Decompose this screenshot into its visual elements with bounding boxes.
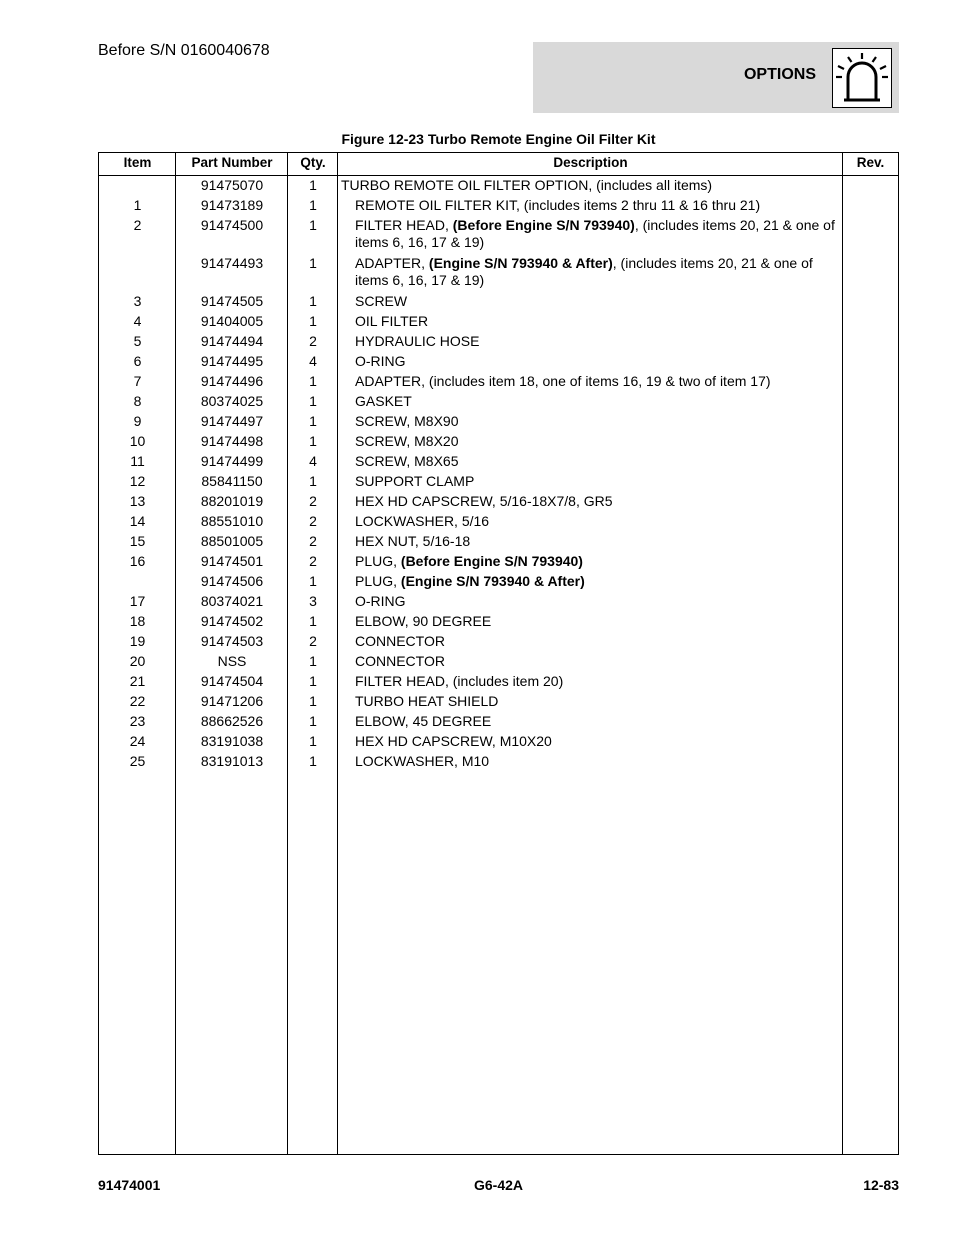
item-number: 20 (129, 653, 146, 669)
quantity: 1 (309, 693, 317, 709)
description-text: TURBO HEAT SHIELD (355, 693, 499, 709)
description (355, 713, 839, 730)
section-tab (533, 42, 899, 113)
column-divider (842, 153, 843, 1154)
item-number: 21 (129, 673, 146, 689)
quantity: 2 (309, 493, 317, 509)
part-number: 88501005 (200, 533, 264, 549)
item-number: 19 (129, 633, 146, 649)
quantity: 1 (309, 413, 317, 429)
quantity: 2 (309, 333, 317, 349)
part-number: 91474500 (200, 217, 264, 233)
quantity: 4 (309, 353, 317, 369)
description (355, 333, 839, 350)
part-number: 91474503 (200, 633, 264, 649)
item-number: 6 (133, 353, 142, 369)
description-text: SCREW, M8X65 (355, 453, 459, 469)
item-number: 23 (129, 713, 146, 729)
part-number: 91404005 (200, 313, 264, 329)
description (355, 255, 839, 289)
description (355, 453, 839, 470)
description (355, 753, 839, 770)
quantity: 1 (309, 673, 317, 689)
item-number: 10 (129, 433, 146, 449)
quantity: 1 (309, 733, 317, 749)
description (355, 373, 839, 390)
part-number: 91474499 (200, 453, 264, 469)
description (355, 533, 839, 550)
description (355, 293, 839, 310)
part-number: 91474493 (200, 255, 264, 271)
parts-table (98, 152, 899, 1155)
description-serial-note: (Before Engine S/N 793940) (400, 553, 583, 569)
part-number: 80374021 (200, 593, 264, 609)
footer-model: G6-42A (473, 1177, 524, 1193)
description-text: TURBO REMOTE OIL FILTER OPTION, (includes all items) (341, 177, 713, 193)
quantity: 1 (309, 293, 317, 309)
description-text: FILTER HEAD, (355, 217, 453, 233)
quantity: 1 (309, 313, 317, 329)
item-number: 24 (129, 733, 146, 749)
description-text: HYDRAULIC HOSE (355, 333, 480, 349)
quantity: 2 (309, 633, 317, 649)
description-serial-note: (Engine S/N 793940 & After) (400, 573, 585, 589)
description (355, 313, 839, 330)
quantity: 2 (309, 513, 317, 529)
part-number: 88201019 (200, 493, 264, 509)
description-text: ADAPTER, (355, 255, 429, 271)
quantity: 1 (309, 197, 317, 213)
item-number: 2 (133, 217, 142, 233)
description (355, 613, 839, 630)
item-number: 11 (130, 453, 145, 469)
part-number: 91474494 (200, 333, 264, 349)
column-header-item: Item (123, 155, 152, 170)
item-number: 22 (129, 693, 146, 709)
description-text: HEX NUT, 5/16-18 (355, 533, 471, 549)
part-number: NSS (217, 653, 247, 669)
description (355, 513, 839, 530)
footer-page-number: 12-83 (863, 1177, 899, 1193)
part-number: 91474495 (200, 353, 264, 369)
part-number: 91475070 (200, 177, 264, 193)
description (355, 493, 839, 510)
part-number: 91471206 (200, 693, 264, 709)
header-divider (99, 175, 898, 176)
part-number: 91474506 (200, 573, 264, 589)
description-text: CONNECTOR (355, 653, 445, 669)
description (355, 413, 839, 430)
footer-part-number: 91474001 (98, 1177, 161, 1193)
part-number: 85841150 (201, 473, 263, 489)
description (355, 653, 839, 670)
description-serial-note: (Engine S/N 793940 & After) (428, 255, 613, 271)
item-number: 17 (129, 593, 146, 609)
part-number: 88551010 (200, 513, 264, 529)
item-number: 1 (133, 197, 142, 213)
quantity: 1 (309, 255, 317, 271)
item-number: 14 (129, 513, 146, 529)
description (355, 553, 839, 570)
description-text: O-RING (355, 593, 406, 609)
item-number: 13 (129, 493, 146, 509)
description-text: SCREW, M8X20 (355, 433, 459, 449)
item-number: 18 (129, 613, 146, 629)
item-number: 16 (129, 553, 146, 569)
item-number: 7 (133, 373, 142, 389)
description-text: GASKET (355, 393, 412, 409)
description-text: ADAPTER, (includes item 18, one of items 16, 19 & two of item 17) (355, 373, 771, 389)
quantity: 1 (309, 433, 317, 449)
description (355, 693, 839, 710)
part-number: 91474504 (200, 673, 264, 689)
description-text: , (includes items 20, 21 & one of items 6, 16, 17 & 19) (355, 217, 835, 250)
column-header-rev: Rev. (856, 155, 885, 170)
item-number: 15 (129, 533, 146, 549)
part-number: 83191038 (200, 733, 264, 749)
item-number: 8 (133, 393, 142, 409)
item-number: 25 (129, 753, 146, 769)
description (355, 673, 839, 690)
quantity: 3 (309, 593, 317, 609)
item-number: 4 (133, 313, 142, 329)
item-number: 3 (133, 293, 142, 309)
description-text: O-RING (355, 353, 406, 369)
description-serial-note: (Before Engine S/N 793940) (452, 217, 635, 233)
quantity: 1 (309, 177, 317, 193)
description-text: SCREW (355, 293, 408, 309)
serial-note: Before S/N 0160040678 (98, 42, 270, 59)
part-number: 91474505 (200, 293, 264, 309)
part-number: 91473189 (200, 197, 264, 213)
description-text: OIL FILTER (355, 313, 429, 329)
item-number: 12 (129, 473, 146, 489)
column-header-qty: Qty. (300, 155, 326, 170)
description (355, 353, 839, 370)
quantity: 1 (309, 393, 317, 409)
quantity: 2 (309, 553, 317, 569)
quantity: 2 (309, 533, 317, 549)
quantity: 1 (309, 613, 317, 629)
quantity: 1 (309, 753, 317, 769)
quantity: 1 (309, 713, 317, 729)
description (355, 593, 839, 610)
description (341, 177, 841, 194)
description-text: PLUG, (355, 553, 401, 569)
description (355, 733, 839, 750)
column-header-description: Description (553, 155, 628, 170)
description-text: LOCKWASHER, 5/16 (355, 513, 490, 529)
description (355, 393, 839, 410)
description-text: FILTER HEAD, (includes item 20) (355, 673, 564, 689)
part-number: 91474497 (200, 413, 264, 429)
description-text: , (includes items 20, 21 & one of items 6, 16, 17 & 19) (355, 255, 813, 288)
quantity: 1 (309, 373, 317, 389)
part-number: 91474496 (200, 373, 264, 389)
description (355, 217, 839, 251)
description-text: SUPPORT CLAMP (355, 473, 475, 489)
quantity: 1 (309, 653, 317, 669)
description-text: LOCKWASHER, M10 (355, 753, 490, 769)
description-text: HEX HD CAPSCREW, 5/16-18X7/8, GR5 (355, 493, 613, 509)
section-label: OPTIONS (743, 66, 816, 83)
figure-title: Figure 12-23 Turbo Remote Engine Oil Filter Kit (341, 131, 656, 147)
description-text: PLUG, (355, 573, 401, 589)
description (355, 197, 839, 214)
item-number: 9 (133, 413, 142, 429)
quantity: 4 (309, 453, 317, 469)
description-text: ELBOW, 45 DEGREE (355, 713, 492, 729)
quantity: 1 (309, 217, 317, 233)
description-text: HEX HD CAPSCREW, M10X20 (355, 733, 552, 749)
description-text: SCREW, M8X90 (355, 413, 459, 429)
quantity: 1 (309, 473, 317, 489)
quantity: 1 (309, 573, 317, 589)
part-number: 91474502 (200, 613, 264, 629)
description (355, 633, 839, 650)
description-text: REMOTE OIL FILTER KIT, (includes items 2 thru 11 & 16 thru 21) (355, 197, 761, 213)
description (355, 433, 839, 450)
lamp-icon (832, 48, 892, 108)
description-text: ELBOW, 90 DEGREE (355, 613, 492, 629)
item-number: 5 (133, 333, 142, 349)
description-text: CONNECTOR (355, 633, 445, 649)
part-number: 88662526 (200, 713, 264, 729)
part-number: 91474501 (200, 553, 264, 569)
description (355, 473, 839, 490)
description (355, 573, 839, 590)
column-header-part-number: Part Number (191, 155, 273, 170)
part-number: 80374025 (200, 393, 264, 409)
part-number: 91474498 (200, 433, 264, 449)
part-number: 83191013 (200, 753, 264, 769)
